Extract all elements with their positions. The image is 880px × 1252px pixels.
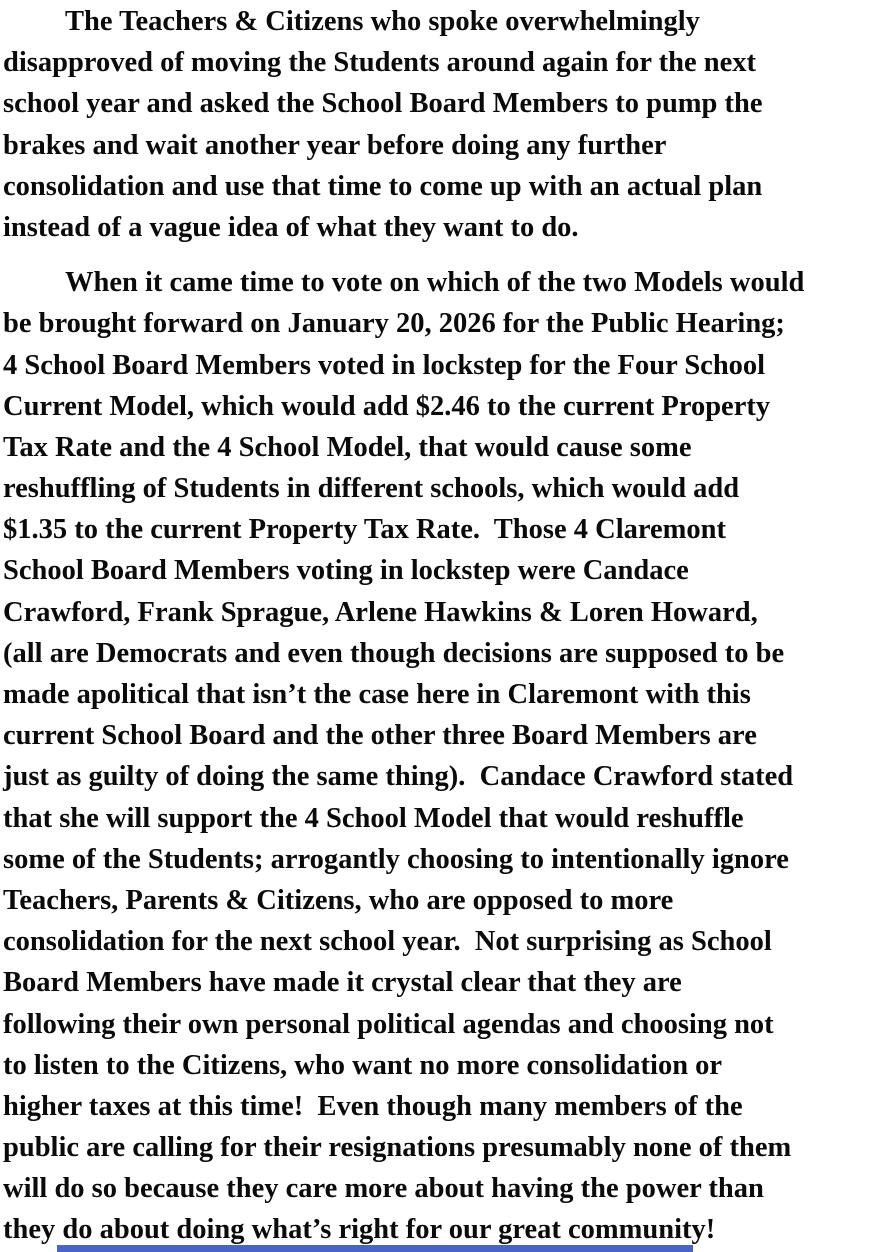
text-line: When it came time to vote on which of the two Models would [65, 267, 805, 299]
text-line: The Teachers & Citizens who spoke overwhelmingly [65, 6, 700, 37]
paragraph-2 [3, 262, 878, 1251]
text-line: brakes and wait another year before doing any further [3, 129, 667, 161]
text-line: current School Board and the other three Board Members are [3, 720, 757, 752]
text-line: consolidation and use that time to come up with an actual plan [3, 170, 763, 202]
text-line: (all are Democrats and even though decisions are supposed to be [3, 637, 785, 669]
text-line: that she will support the 4 School Model that would reshuffle [3, 802, 744, 834]
text-line: be brought forward on January 20, 2026 for the Public Hearing; [3, 308, 785, 340]
text-line: consolidation for the next school year. Not surprising as School [3, 926, 772, 958]
text-line: following their own personal political agendas and choosing not [3, 1008, 774, 1040]
text-line: disapproved of moving the Students around again for the next [3, 47, 756, 79]
text-line: Board Members have made it crystal clear that they are [3, 967, 682, 999]
bottom-blue-bar [57, 1245, 693, 1252]
text-line: Current Model, which would add $2.46 to the current Property [3, 390, 771, 422]
text-line: instead of a vague idea of what they want to do. [3, 211, 579, 243]
paragraph-1 [3, 1, 878, 248]
text-line: just as guilty of doing the same thing). Candace Crawford stated [3, 761, 794, 793]
text-line: 4 School Board Members voted in lockstep for the Four School [3, 349, 766, 381]
text-line: Teachers, Parents & Citizens, who are opposed to more [3, 884, 674, 916]
text-line: some of the Students; arrogantly choosing to intentionally ignore [3, 843, 789, 875]
text-line: to listen to the Citizens, who want no more consolidation or [3, 1049, 723, 1081]
text-line: reshuffling of Students in different schools, which would add [3, 473, 740, 505]
text-line: made apolitical that isn’t the case here in Claremont with this [3, 679, 751, 710]
text-line: they do about doing what’s right for our great community! [3, 1214, 716, 1246]
text-line: higher taxes at this time! Even though many members of the [3, 1090, 743, 1122]
text-line: $1.35 to the current Property Tax Rate. Those 4 Claremont [3, 514, 726, 546]
text-line: public are calling for their resignations presumably none of them [3, 1132, 792, 1164]
text-line: school year and asked the School Board Members to pump the [3, 88, 763, 120]
text-line: Crawford, Frank Sprague, Arlene Hawkins & Loren Howard, [3, 596, 758, 628]
text-line: Tax Rate and the 4 School Model, that would cause some [3, 431, 692, 463]
text-line: School Board Members voting in lockstep were Candace [3, 555, 689, 587]
text-line: will do so because they care more about having the power than [3, 1173, 764, 1205]
